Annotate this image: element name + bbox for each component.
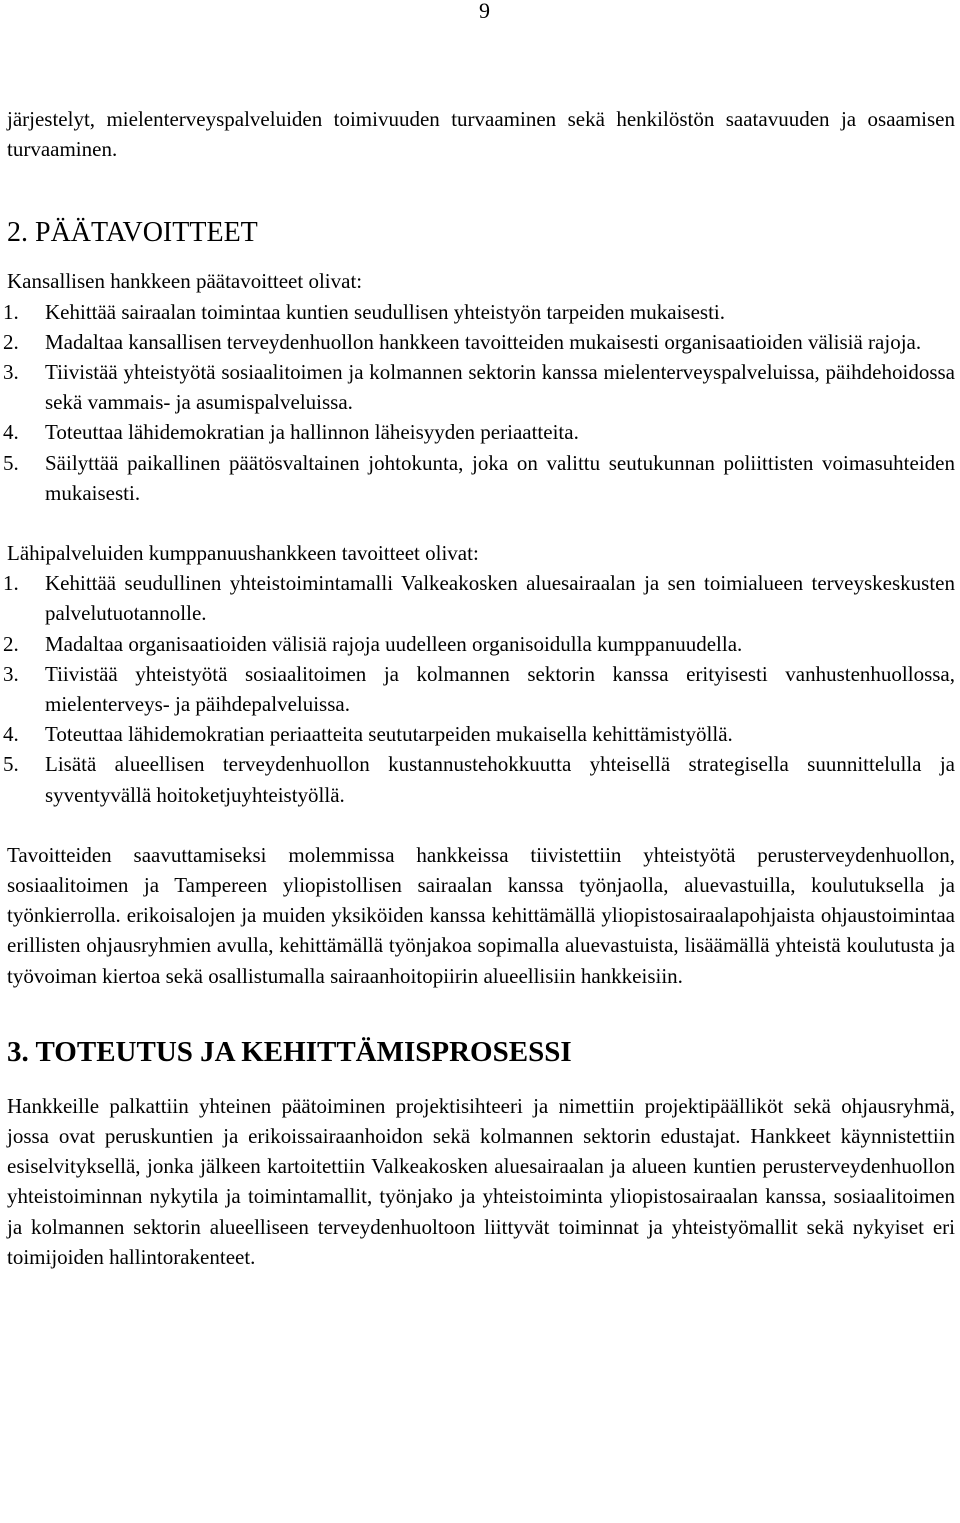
national-goals-lead: Kansallisen hankkeen päätavoitteet olivat:	[7, 269, 363, 294]
list-item	[0, 357, 955, 417]
list-item-number: 3.	[3, 661, 19, 686]
list-item	[0, 448, 955, 508]
local-goals-list	[0, 568, 955, 810]
list-item-text: Kehittää sairaalan toimintaa kuntien seudullisen yhteistyön tarpeiden mukaisesti.	[45, 299, 725, 324]
list-item-text: Madaltaa kansallisen terveydenhuollon hankkeen tavoitteiden mukaisesti organisaatioiden välisiä rajoja.	[45, 329, 922, 354]
list-item-number: 5.	[3, 450, 19, 475]
list-item	[0, 719, 955, 749]
list-item-number: 2.	[3, 329, 19, 354]
list-item-number: 4.	[3, 420, 19, 445]
list-item-text: Tiivistää yhteistyötä sosiaalitoimen ja kolmannen sektorin kanssa mielenterveyspalveluissa, päihdehoidossa sekä vammais- ja asumispalveluissa.	[45, 360, 955, 415]
list-item-number: 3.	[3, 360, 19, 385]
list-item-number: 4.	[3, 722, 19, 747]
list-item	[0, 749, 955, 809]
list-item-text: Toteuttaa lähidemokratian periaatteita seututarpeiden mukaisella kehittämistyöllä.	[45, 722, 733, 747]
list-item-text: Madaltaa organisaatioiden välisiä rajoja uudelleen organisoidulla kumppanuudella.	[45, 631, 743, 656]
section-3-heading: 3. TOTEUTUS JA KEHITTÄMISPROSESSI	[7, 1035, 572, 1068]
national-goals-list	[0, 297, 955, 508]
list-item-text: Toteuttaa lähidemokratian ja hallinnon läheisyyden periaatteita.	[45, 420, 579, 445]
list-item	[0, 629, 955, 659]
list-item-text: Tiivistää yhteistyötä sosiaalitoimen ja kolmannen sektorin kanssa erityisesti vanhustenhuollossa, mielenterveys- ja päihdepalveluissa.	[45, 661, 955, 717]
page-number: 9	[479, 0, 490, 23]
list-item-text: Säilyttää paikallinen päätösvaltainen johtokunta, joka on valittu seutukunnan poliittisten voimasuhteiden mukaisesti.	[45, 450, 955, 505]
list-item-text: Lisätä alueellisen terveydenhuollon kustannustehokkuutta yhteisellä strategisella suunnittelulla ja syventyvällä hoitoketjuyhteistyöllä.	[45, 752, 955, 807]
section-3-paragraph: Hankkeille palkattiin yhteinen päätoiminen projektisihteeri ja nimettiin projektipäälliköt sekä ohjausryhmä, jossa ovat peruskuntien ja erikoissairaanhoidon sekä kolmannen sektorin edustajat. Hankkeet käynnistettiin esiselvityksellä, jonka jälkeen kartoitettiin Valkeakosken aluesairaalan ja alueen kuntien perusterveydenhuollon yhteistoiminnan nykytila ja toimintamallit, työnjako ja yhteistoiminta yliopistosairaalan kanssa, sosiaalitoimen ja kolmannen sektorin alueelliseen terveydenhuoltoon liittyvät toiminnat ja yhteistyömallit sekä nykyiset eri toimijoiden hallintorakenteet.	[7, 1093, 955, 1269]
list-item-number: 5.	[3, 752, 19, 777]
list-item	[0, 327, 955, 357]
list-item	[0, 297, 955, 327]
local-goals-lead: Lähipalveluiden kumppanuushankkeen tavoitteet olivat:	[7, 541, 479, 566]
section-2-heading: 2. PÄÄTAVOITTEET	[7, 217, 258, 249]
list-item-number: 1.	[3, 299, 19, 324]
list-item-number: 1.	[3, 571, 19, 596]
summary-paragraph: Tavoitteiden saavuttamiseksi molemmissa hankkeissa tiivistettiin yhteistyötä perusterveydenhuollon, sosiaalitoimen ja Tampereen yliopistollisen sairaalan kanssa työnjaolla, aluevastuilla, koulutuksella ja työnkierrolla. erikoisalojen ja muiden yksiköiden kanssa kehittämällä yliopistosairaalapohjaista ohjaustoimintaa erillisten ohjausryhmien avulla, kehittämällä työnjakoa sopimalla aluevastuista, lisäämällä yhteistä koulutusta ja työvoiman kiertoa sekä osallistumalla sairaanhoitopiirin alueellisiin hankkeisiin.	[7, 842, 955, 988]
list-item-text: Kehittää seudullinen yhteistoimintamalli Valkeakosken aluesairaalan ja sen toimialueen terveyskeskusten palvelutuotannolle.	[45, 571, 955, 626]
list-item	[0, 417, 955, 447]
page-content	[3, 104, 955, 1272]
list-item	[0, 568, 955, 628]
list-item	[0, 659, 955, 719]
list-item-number: 2.	[3, 631, 19, 656]
intro-paragraph: järjestelyt, mielenterveyspalveluiden toimivuuden turvaaminen sekä henkilöstön saatavuuden ja osaamisen turvaaminen.	[7, 107, 955, 162]
